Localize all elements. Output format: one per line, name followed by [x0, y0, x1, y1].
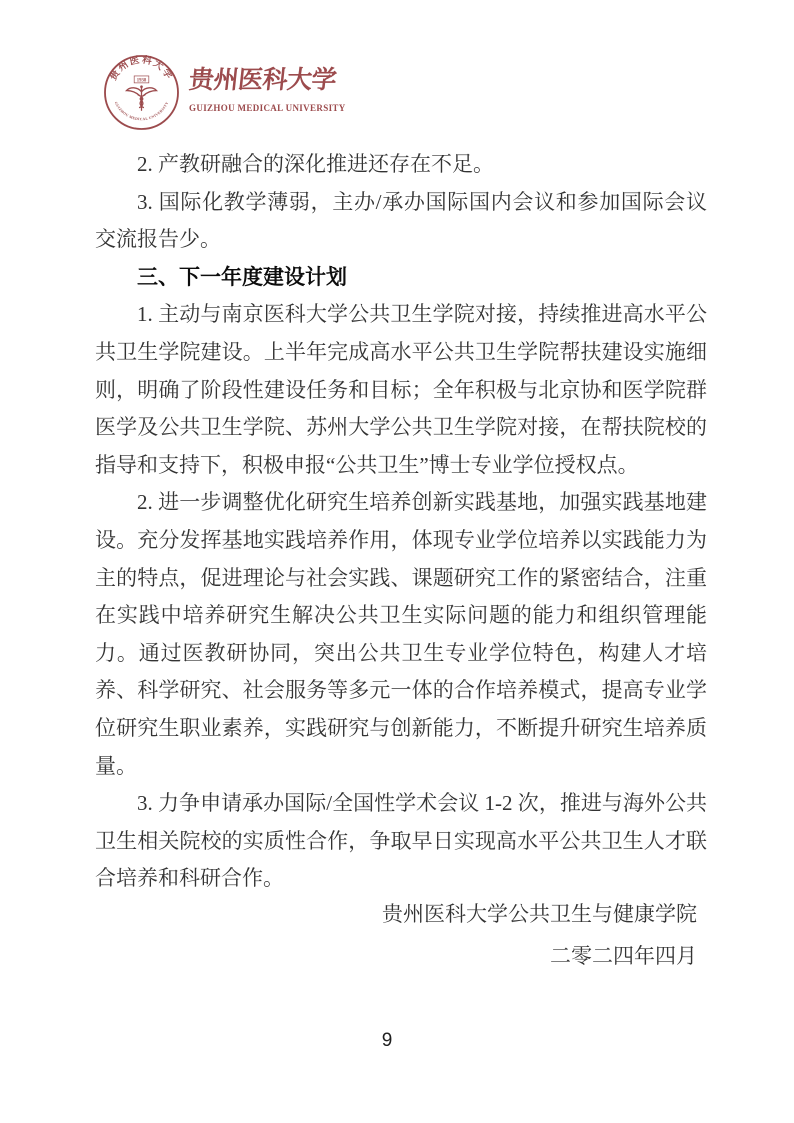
university-name-english: GUIZHOU MEDICAL UNIVERSITY: [189, 103, 346, 113]
paragraph-plan-2: 2. 进一步调整优化研究生培养创新实践基地，加强实践基地建设。充分发挥基地实践培养作用，体现专业学位培养以实践能力为主的特点，促进理论与社会实践、课题研究工作的紧密结合，注重在实践中培养研究生解决公共卫生实际问题的能力和组织管理能力。通过医教研协同，突出公共卫生专业学位特色，构建人才培养、科学研究、社会服务等多元一体的合作培养模式，提高专业学位研究生职业素养，实践研究与创新能力，不断提升研究生培养质量。: [95, 490, 707, 778]
seal-year: 1938: [136, 78, 147, 84]
university-logo: [103, 54, 346, 131]
page-number: 9: [381, 1030, 393, 1051]
signature-organization: 贵州医科大学公共卫生与健康学院: [382, 902, 697, 926]
university-wordmark: [189, 54, 346, 113]
paragraph-shortcoming-2: 2. 产教研融合的深化推进还存在不足。: [137, 152, 494, 176]
paragraph-shortcoming-3: 3. 国际化教学薄弱，主办/承办国际国内会议和参加国际会议交流报告少。: [95, 189, 707, 252]
university-seal-icon: [103, 54, 180, 131]
seal-bottom-text: GUIZHOU MEDICAL UNIVERSITY: [113, 101, 170, 122]
signature-block: [382, 893, 697, 977]
document-body: [95, 146, 707, 898]
university-name-chinese: 贵州医科大学: [187, 67, 338, 94]
page-footer: [0, 1030, 774, 1052]
paragraph-plan-1: 1. 主动与南京医科大学公共卫生学院对接，持续推进高水平公共卫生学院建设。上半年完成高水平公共卫生学院帮扶建设实施细则，明确了阶段性建设任务和目标；全年积极与北京协和医学院群医学及公共卫生学院、苏州大学公共卫生学院对接，在帮扶院校的指导和支持下，积极申报“公共卫生”博士专业学位授权点。: [95, 302, 707, 477]
caduceus-icon: [126, 85, 156, 110]
signature-date: 二零二四年四月: [550, 944, 697, 968]
paragraph-plan-3: 3. 力争申请承办国际/全国性学术会议 1-2 次，推进与海外公共卫生相关院校的实质性合作，争取早日实现高水平公共卫生人才联合培养和科研合作。: [95, 791, 707, 891]
section-heading-next-year-plan: 三、下一年度建设计划: [137, 264, 347, 289]
seal-top-text: 贵州医科大学: [107, 54, 176, 83]
